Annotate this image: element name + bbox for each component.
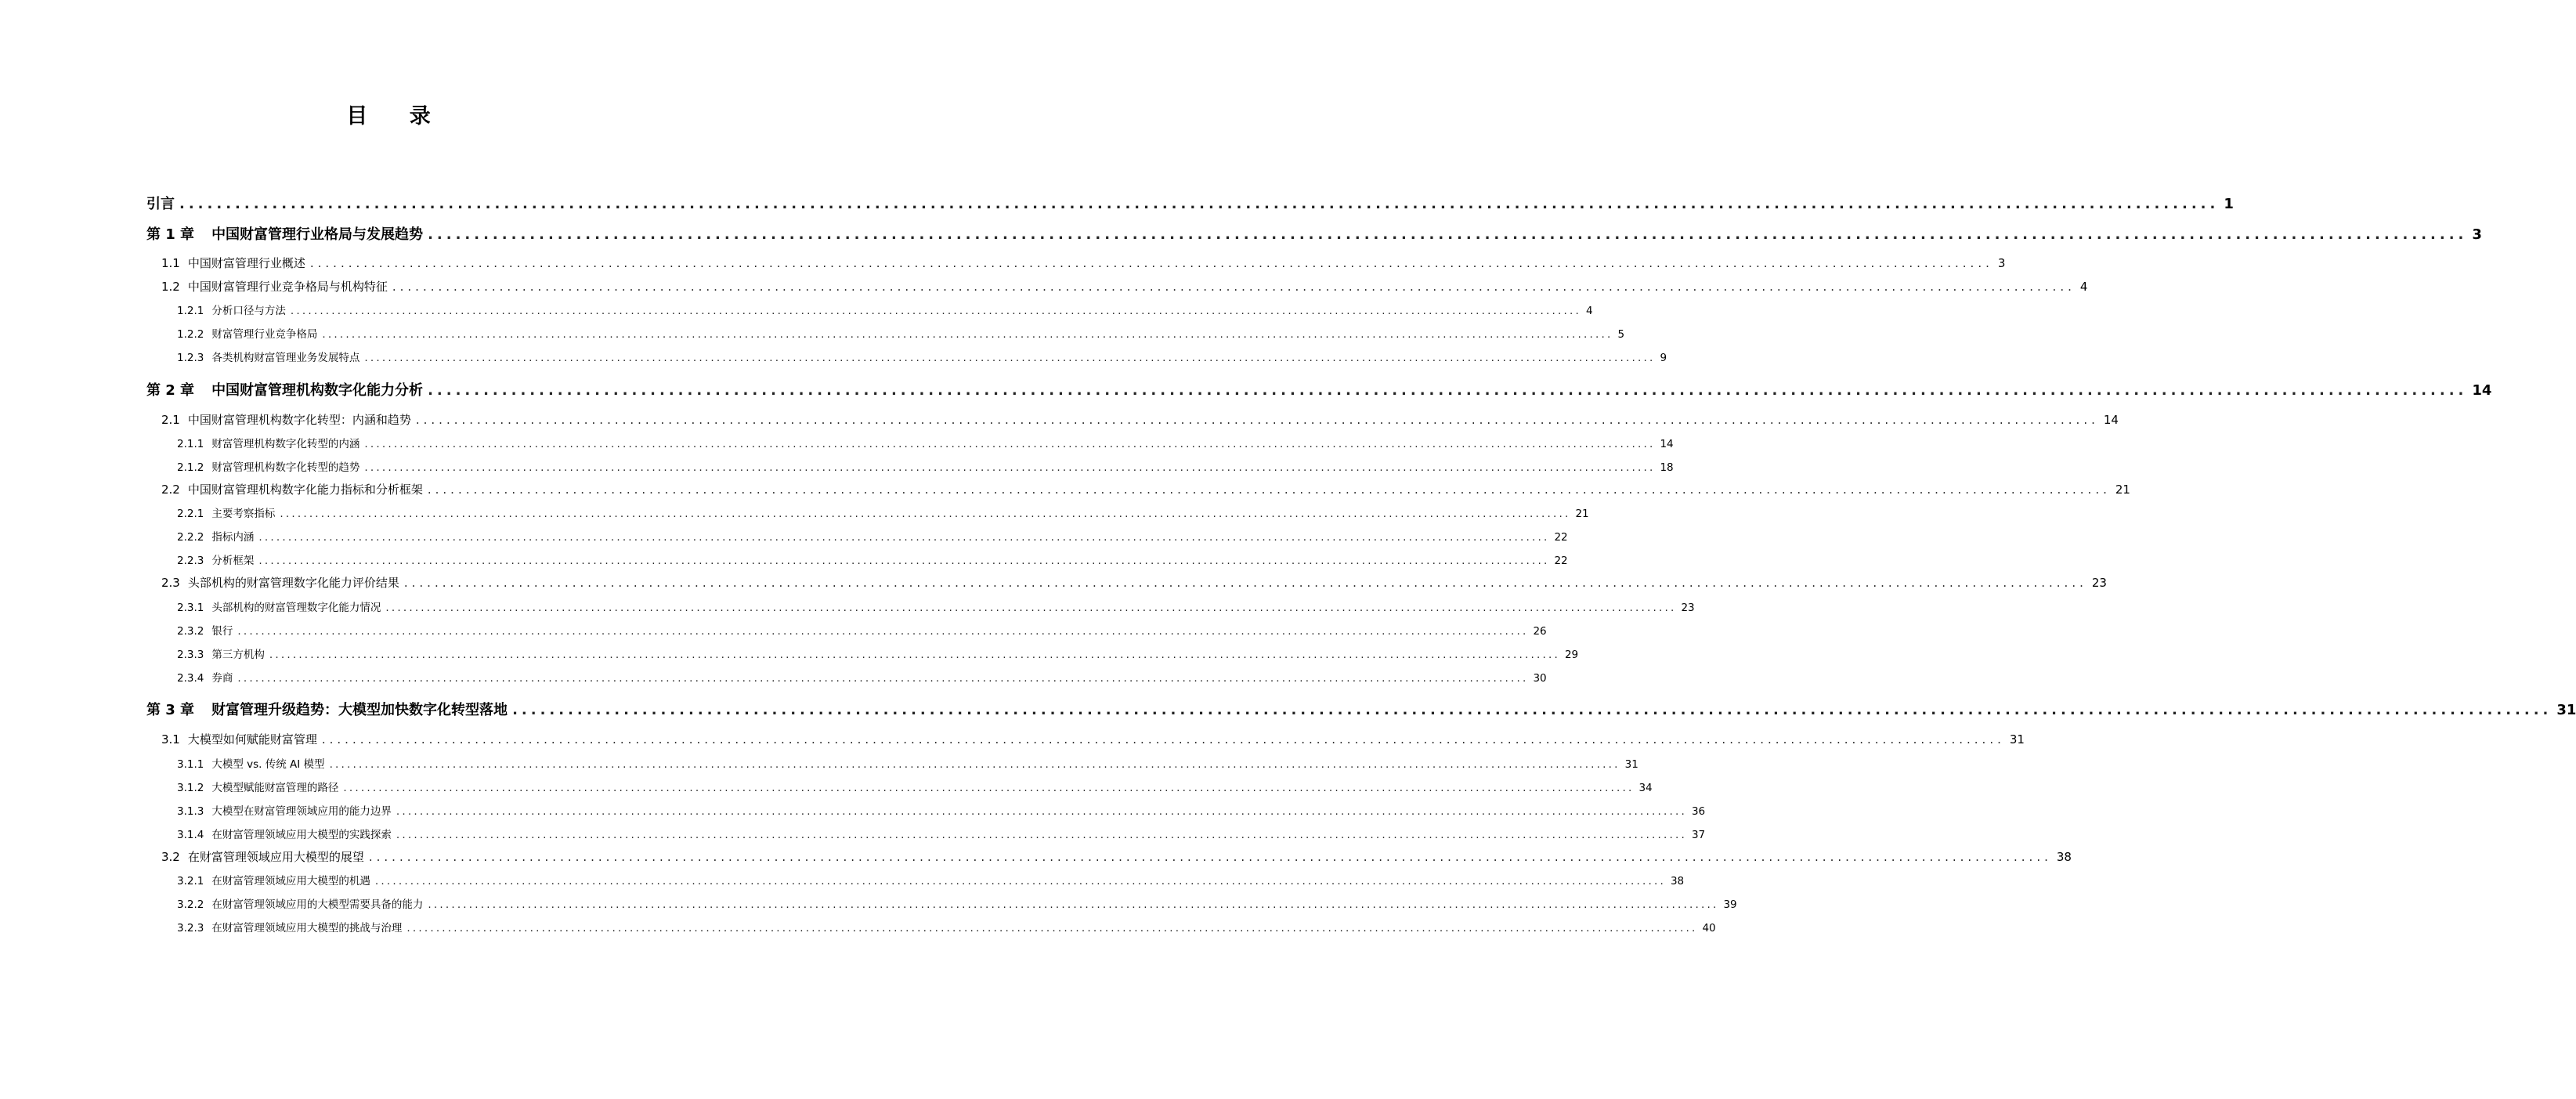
toc-leader-dots: ............................................................................................................................................................................................................................	[258, 555, 1550, 567]
toc-page-number: 1	[2224, 196, 2234, 212]
toc-entry-number: 1.2	[161, 280, 180, 294]
toc-entry-label: 头部机构的财富管理数字化能力评价结果	[187, 576, 399, 590]
toc-page-number: 5	[1617, 328, 1625, 341]
toc-entry-number: 3.1.2	[177, 782, 204, 794]
toc-entry-number: 2.2.3	[177, 555, 204, 567]
toc-section-entry[interactable]	[161, 731, 2025, 748]
toc-entry-label: 银行	[211, 625, 233, 638]
toc-section-entry[interactable]	[161, 278, 2088, 295]
toc-entry-number: 第 2 章	[146, 382, 195, 399]
toc-leader-dots: ............................................................................................................................................................................................................................	[364, 352, 1656, 364]
toc-leader-dots: ............................................................................................................................................................................................................................	[309, 256, 1993, 270]
toc-page-number: 4	[2079, 280, 2088, 294]
toc-leader-dots: ............................................................................................................................................................................................................................	[280, 508, 1571, 520]
toc-subsection-entry[interactable]	[177, 669, 1547, 685]
toc-entry-label: 大模型赋能财富管理的路径	[211, 782, 339, 794]
toc-leader-dots: ............................................................................................................................................................................................................................	[428, 226, 2468, 243]
toc-section-entry[interactable]	[161, 574, 2107, 591]
toc-subsection-entry[interactable]	[177, 872, 1685, 888]
toc-entry-label: 各类机构财富管理业务发展特点	[211, 352, 360, 364]
toc-entry-label: 引言	[146, 196, 175, 212]
toc-leader-dots: ............................................................................................................................................................................................................................	[406, 922, 1698, 935]
toc-page-number: 40	[1702, 922, 1716, 935]
toc-page-number: 23	[1681, 602, 1695, 614]
toc-subsection-entry[interactable]	[177, 528, 1568, 544]
toc-leader-dots: ............................................................................................................................................................................................................................	[322, 328, 1613, 341]
toc-entry-number: 3.2	[161, 850, 180, 864]
toc-page-number: 14	[2472, 382, 2492, 399]
toc-entry-number: 2.3.1	[177, 602, 204, 614]
toc-entry-label: 主要考察指标	[211, 508, 276, 520]
toc-page-number: 31	[2556, 702, 2576, 718]
toc-entry-number: 3.1	[161, 732, 180, 747]
toc-entry-number: 2.3	[161, 576, 180, 590]
toc-entry-number: 3.1.4	[177, 829, 204, 841]
toc-page-number: 18	[1660, 461, 1674, 474]
toc-section-entry[interactable]	[161, 848, 2072, 866]
toc-entry-number: 2.3.3	[177, 649, 204, 661]
toc-page-number: 21	[2115, 483, 2130, 497]
toc-leader-dots: ............................................................................................................................................................................................................................	[374, 875, 1666, 888]
toc-leader-dots: ............................................................................................................................................................................................................................	[290, 305, 1581, 317]
toc-entry-label: 中国财富管理行业竞争格局与机构特征	[187, 280, 388, 294]
toc-entry-label: 分析口径与方法	[211, 305, 286, 317]
toc-page-number: 29	[1564, 649, 1579, 661]
toc-page-number: 14	[1660, 438, 1674, 450]
toc-leader-dots: ............................................................................................................................................................................................................................	[396, 829, 1687, 841]
toc-page-number: 37	[1691, 829, 1706, 841]
toc-page-number: 14	[2103, 413, 2119, 427]
toc-page-number: 4	[1585, 305, 1593, 317]
toc-leader-dots: ............................................................................................................................................................................................................................	[179, 196, 2220, 212]
toc-subsection-entry[interactable]	[177, 302, 1593, 317]
toc-page-number: 21	[1575, 508, 1589, 520]
toc-entry-number: 2.1.1	[177, 438, 204, 450]
toc-subsection-entry[interactable]	[177, 895, 1737, 911]
toc-leader-dots: ............................................................................................................................................................................................................................	[258, 531, 1550, 544]
toc-entry-label: 财富管理机构数字化转型的内涵	[211, 438, 360, 450]
toc-entry-label: 分析框架	[211, 555, 255, 567]
toc-entry-number: 2.1.2	[177, 461, 204, 474]
toc-page-number: 31	[1624, 758, 1638, 771]
toc-leader-dots: ............................................................................................................................................................................................................................	[385, 602, 1677, 614]
toc-section-entry[interactable]	[161, 481, 2130, 498]
toc-entry-label: 在财富管理领域应用大模型的挑战与治理	[211, 922, 403, 935]
toc-page-number: 23	[2091, 576, 2107, 590]
toc-leader-dots: ............................................................................................................................................................................................................................	[329, 758, 1620, 771]
toc-subsection-entry[interactable]	[177, 325, 1625, 341]
toc-leader-dots: ............................................................................................................................................................................................................................	[343, 782, 1635, 794]
toc-section-entry[interactable]	[161, 411, 2119, 428]
toc-leader-dots: ............................................................................................................................................................................................................................	[237, 625, 1529, 638]
toc-chapter-entry[interactable]	[146, 223, 2482, 244]
toc-entry-label: 在财富管理领域应用大模型的展望	[187, 850, 364, 864]
toc-entry-label: 中国财富管理机构数字化转型：内涵和趋势	[187, 413, 411, 427]
toc-subsection-entry[interactable]	[177, 458, 1674, 474]
toc-subsection-entry[interactable]	[177, 551, 1568, 567]
toc-subsection-entry[interactable]	[177, 802, 1706, 818]
toc-subsection-entry[interactable]	[177, 645, 1579, 661]
toc-leader-dots: ............................................................................................................................................................................................................................	[364, 461, 1656, 474]
toc-leader-dots: ............................................................................................................................................................................................................................	[427, 483, 2111, 497]
toc-leader-dots: ............................................................................................................................................................................................................................	[396, 805, 1687, 818]
toc-leader-dots: ............................................................................................................................................................................................................................	[428, 382, 2468, 399]
toc-entry-label: 中国财富管理行业概述	[187, 256, 305, 270]
toc-subsection-entry[interactable]	[177, 504, 1589, 520]
toc-page-number: 39	[1723, 898, 1737, 911]
toc-leader-dots: ............................................................................................................................................................................................................................	[415, 413, 2099, 427]
toc-entry-number: 1.2.2	[177, 328, 204, 341]
toc-entry-number: 2.2	[161, 483, 180, 497]
toc-entry-label: 头部机构的财富管理数字化能力情况	[211, 602, 381, 614]
toc-entry-number: 1.2.3	[177, 352, 204, 364]
toc-leader-dots: ............................................................................................................................................................................................................................	[368, 850, 2052, 864]
toc-subsection-entry[interactable]	[177, 622, 1547, 638]
toc-entry-number: 3.1.1	[177, 758, 204, 771]
toc-entry-number: 2.2.1	[177, 508, 204, 520]
toc-page-number: 26	[1533, 625, 1547, 638]
toc-chapter-entry[interactable]	[146, 193, 2234, 213]
toc-entry-label: 中国财富管理机构数字化能力指标和分析框架	[187, 483, 423, 497]
toc-entry-label: 财富管理机构数字化转型的趋势	[211, 461, 360, 474]
toc-section-entry[interactable]	[161, 255, 2006, 272]
toc-entry-label: 大模型如何赋能财富管理	[187, 732, 317, 747]
toc-entry-label: 财富管理行业竞争格局	[211, 328, 318, 341]
toc-page-number: 3	[2472, 226, 2482, 243]
toc-page-number: 38	[2056, 850, 2072, 864]
toc-subsection-entry[interactable]	[177, 779, 1653, 794]
toc-entry-number: 1.1	[161, 256, 180, 270]
toc-leader-dots: ............................................................................................................................................................................................................................	[237, 672, 1529, 685]
toc-leader-dots: ............................................................................................................................................................................................................................	[428, 898, 1719, 911]
toc-entry-number: 2.3.2	[177, 625, 204, 638]
toc-page-number: 34	[1638, 782, 1653, 794]
toc-page-number: 30	[1533, 672, 1547, 685]
toc-entry-label: 指标内涵	[211, 531, 255, 544]
toc-page-number: 22	[1554, 555, 1568, 567]
toc-entry-label: 财富管理升级趋势：大模型加快数字化转型落地	[211, 702, 508, 718]
toc-title: 目 录	[346, 104, 448, 128]
toc-entry-label: 在财富管理领域应用大模型的机遇	[211, 875, 370, 888]
toc-subsection-entry[interactable]	[177, 755, 1638, 771]
toc-page-number: 36	[1691, 805, 1706, 818]
toc-subsection-entry[interactable]	[177, 349, 1667, 364]
toc-entry-number: 3.1.3	[177, 805, 204, 818]
toc-entry-label: 在财富管理领域应用大模型的实践探索	[211, 829, 392, 841]
toc-entry-number: 1.2.1	[177, 305, 204, 317]
toc-entry-number: 2.2.2	[177, 531, 204, 544]
toc-leader-dots: ............................................................................................................................................................................................................................	[512, 702, 2553, 718]
toc-subsection-entry[interactable]	[177, 598, 1695, 614]
toc-entry-label: 券商	[211, 672, 233, 685]
toc-entry-number: 第 1 章	[146, 226, 195, 243]
toc-entry-label: 在财富管理领域应用的大模型需要具备的能力	[211, 898, 424, 911]
toc-subsection-entry[interactable]	[177, 435, 1674, 450]
toc-page-number: 31	[2009, 732, 2025, 747]
toc-subsection-entry[interactable]	[177, 919, 1716, 935]
toc-leader-dots: ............................................................................................................................................................................................................................	[364, 438, 1656, 450]
toc-entry-label: 中国财富管理行业格局与发展趋势	[211, 226, 424, 243]
toc-entry-label: 中国财富管理机构数字化能力分析	[211, 382, 424, 399]
toc-page-number: 3	[1997, 256, 2006, 270]
toc-entry-label: 大模型 vs. 传统 AI 模型	[211, 758, 325, 771]
toc-leader-dots: ............................................................................................................................................................................................................................	[392, 280, 2076, 294]
toc-entry-number: 3.2.3	[177, 922, 204, 935]
toc-leader-dots: ............................................................................................................................................................................................................................	[321, 732, 2005, 747]
toc-entry-number: 第 3 章	[146, 702, 195, 718]
toc-chapter-entry[interactable]	[146, 699, 2576, 719]
toc-page-number: 38	[1670, 875, 1685, 888]
toc-entry-label: 大模型在财富管理领域应用的能力边界	[211, 805, 392, 818]
toc-entry-number: 2.1	[161, 413, 180, 427]
toc-page-number: 22	[1554, 531, 1568, 544]
toc-page-number: 9	[1660, 352, 1667, 364]
toc-entry-number: 3.2.2	[177, 898, 204, 911]
toc-entry-label: 第三方机构	[211, 649, 265, 661]
toc-subsection-entry[interactable]	[177, 826, 1706, 841]
toc-entry-number: 3.2.1	[177, 875, 204, 888]
toc-chapter-entry[interactable]	[146, 379, 2492, 399]
toc-leader-dots: ............................................................................................................................................................................................................................	[269, 649, 1560, 661]
toc-entry-number: 2.3.4	[177, 672, 204, 685]
toc-leader-dots: ............................................................................................................................................................................................................................	[403, 576, 2087, 590]
